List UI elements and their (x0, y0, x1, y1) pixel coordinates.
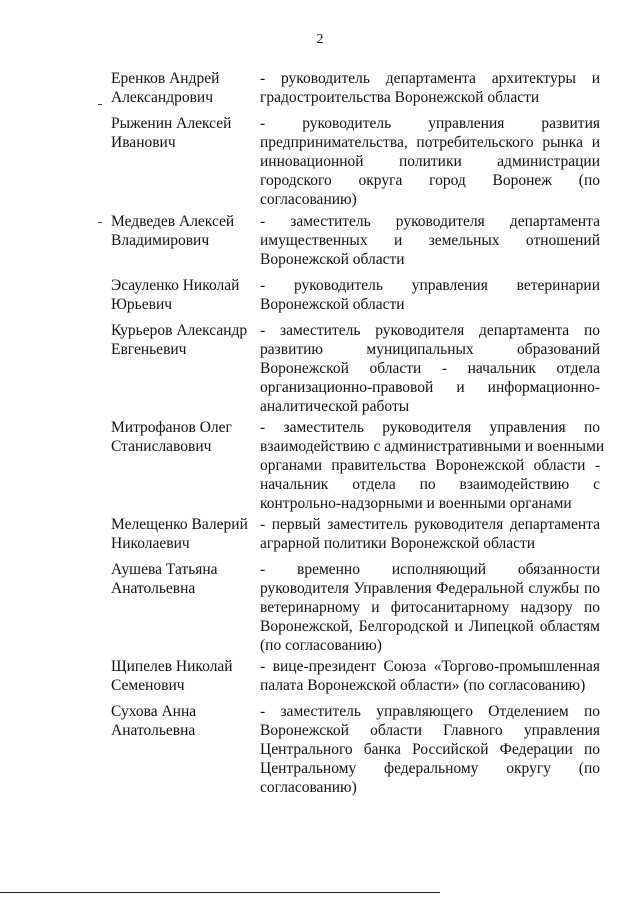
position-line: взаимодействию с административными и военными (260, 438, 605, 455)
name-line: Николаевич (111, 535, 190, 552)
member-name (111, 69, 256, 107)
page-number: 2 (316, 32, 324, 47)
member-position (260, 276, 600, 314)
position-line: - первый заместитель руководителя департамента (260, 516, 600, 533)
name-line: Аушева Татьяна (111, 561, 218, 578)
position-line: (по согласованию) (260, 637, 382, 654)
position-line: градостроительства Воронежской области (260, 89, 540, 106)
position-line: - заместитель руководителя управления по (260, 419, 600, 436)
position-line: - временно исполняющий обязанности (260, 561, 600, 578)
position-line: согласованию) (260, 779, 357, 796)
position-line: - заместитель управляющего Отделением по (260, 703, 600, 720)
name-line: Медведев Алексей (111, 213, 235, 230)
position-line: предпринимательства, потребительского рынка и (260, 134, 600, 151)
member-position (260, 321, 600, 416)
name-line: Сухова Анна (111, 703, 197, 720)
position-line: контрольно-надзорными и военными органами (260, 495, 572, 512)
position-line: организационно-правовой и информационно- (260, 379, 600, 396)
position-line: ветеринарному и фитосанитарному надзору по (260, 599, 600, 616)
position-line: Воронежской области (260, 296, 405, 313)
name-line: Владимирович (111, 232, 210, 249)
position-line: аграрной политики Воронежской области (260, 535, 536, 552)
name-line: Мелещенко Валерий (111, 516, 248, 533)
member-name (111, 515, 256, 553)
member-position (260, 560, 600, 655)
member-position (260, 418, 605, 513)
member-name (111, 657, 256, 695)
member-position (260, 702, 600, 797)
position-line: Воронежской области (260, 251, 405, 268)
member-name (111, 702, 256, 740)
position-line: городского округа город Воронеж (по (260, 172, 600, 189)
member-name (111, 212, 256, 250)
name-line: Митрофанов Олег (111, 419, 232, 436)
position-line: руководителя Управления Федеральной службы по (260, 580, 600, 597)
member-position (260, 657, 600, 695)
name-line: Курьеров Александр (111, 322, 248, 339)
member-name (111, 560, 256, 598)
position-line: развитию муниципальных образований (260, 341, 600, 358)
position-line: палата Воронежской области» (по согласованию) (260, 677, 586, 694)
name-line: Анатольевна (111, 580, 196, 597)
name-line: Евгеньевич (111, 341, 187, 358)
member-position (260, 515, 600, 553)
name-line: Иванович (111, 134, 176, 151)
bottom-rule (0, 892, 440, 893)
position-line: органами правительства Воронежской области - (260, 457, 600, 474)
position-line: Центральному федеральному округу (по (260, 760, 600, 777)
position-line: начальник отдела по взаимодействию с (260, 476, 600, 493)
name-line: Александрович (111, 89, 213, 106)
member-name (111, 114, 256, 152)
name-line: Рыженин Алексей (111, 115, 232, 132)
position-line: инновационной политики администрации (260, 153, 600, 170)
member-position (260, 212, 600, 269)
position-line: - руководитель управления развития (260, 115, 600, 132)
member-position (260, 69, 600, 107)
scan-mark (98, 222, 102, 223)
name-line: Юрьевич (111, 296, 173, 313)
name-line: Щипелев Николай (111, 658, 233, 675)
position-line: аналитической работы (260, 398, 410, 415)
position-line: Воронежской области Главного управления (260, 722, 600, 739)
position-line: Воронежской, Белгородской и Липецкой областям (260, 618, 600, 635)
name-line: Еренков Андрей (111, 70, 220, 87)
member-name (111, 418, 256, 456)
position-line: согласованию) (260, 191, 357, 208)
position-line: - заместитель руководителя департамента (260, 213, 600, 230)
position-line: Воронежской области - начальник отдела (260, 360, 600, 377)
scan-mark (98, 104, 102, 105)
position-line: - вице-президент Союза «Торгово-промышленная (260, 658, 600, 675)
member-name (111, 276, 256, 314)
name-line: Семенович (111, 677, 185, 694)
position-line: имущественных и земельных отношений (260, 232, 600, 249)
name-line: Станиславович (111, 438, 212, 455)
name-line: Анатольевна (111, 722, 196, 739)
position-line: - заместитель руководителя департамента по (260, 322, 600, 339)
position-line: - руководитель департамента архитектуры и (260, 70, 600, 87)
name-line: Эсауленко Николай (111, 277, 240, 294)
member-position (260, 114, 600, 209)
position-line: Центрального банка Российской Федерации по (260, 741, 600, 758)
member-name (111, 321, 256, 359)
position-line: - руководитель управления ветеринарии (260, 277, 600, 294)
